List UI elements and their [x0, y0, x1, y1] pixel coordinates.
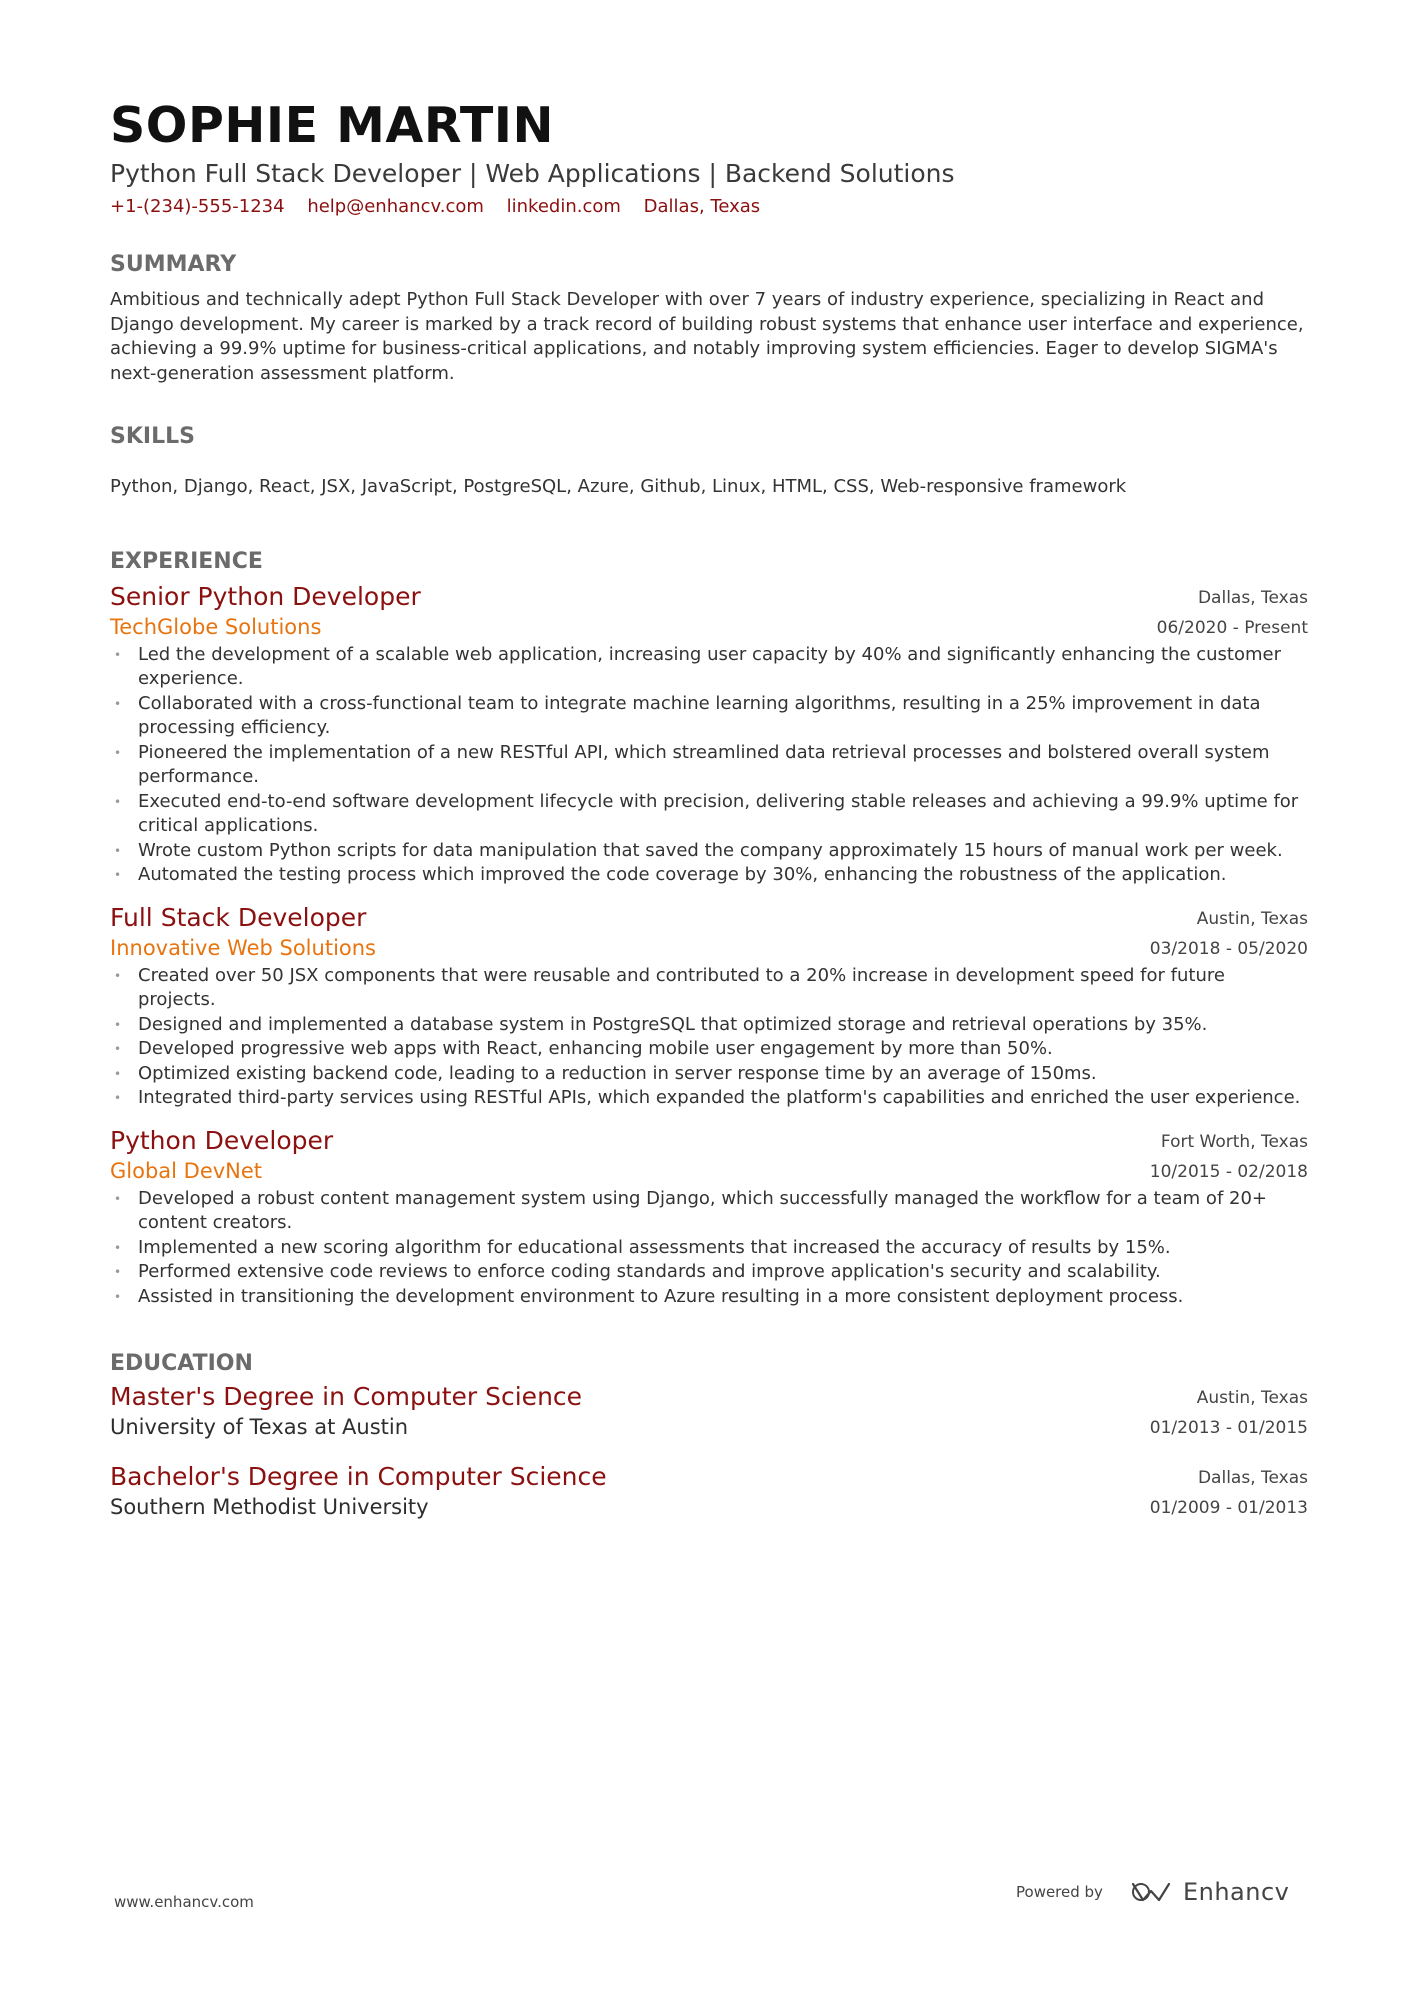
- contact-phone[interactable]: +1-(234)-555-1234: [110, 196, 285, 217]
- resume-header: [110, 96, 1308, 220]
- bullet-item: • Led the development of a scalable web application, increasing user capacity by 40% and significantly enhancing the customer experience.: [110, 643, 1308, 692]
- section-title-skills: SKILLS: [110, 424, 195, 449]
- job-dates: 03/2018 - 05/2020: [1149, 938, 1308, 959]
- bullet-item: • Optimized existing backend code, leading to a reduction in server response time by an average of 150ms.: [110, 1062, 1308, 1087]
- bullet-item: • Implemented a new scoring algorithm for educational assessments that increased the accuracy of results by 15%.: [110, 1236, 1308, 1261]
- contact-info: [110, 194, 1308, 220]
- job-bullets: [110, 964, 1308, 1111]
- experience-entry-header: [110, 1125, 1308, 1185]
- bullet-item: • Collaborated with a cross-functional team to integrate machine learning algorithms, resulting in a 25% improvement in data processing efficiency.: [110, 692, 1308, 741]
- section-title-experience: EXPERIENCE: [110, 548, 263, 574]
- job-title: Full Stack Developer: [110, 902, 367, 932]
- education-meta: [1150, 1463, 1308, 1523]
- job-title: Senior Python Developer: [110, 581, 421, 611]
- bullet-item: • Created over 50 JSX components that were reusable and contributed to a 20% increase in development speed for future projects.: [110, 964, 1308, 1013]
- company-name: Innovative Web Solutions: [110, 935, 376, 960]
- experience-entry-header: [110, 581, 1308, 641]
- company-name: Global DevNet: [110, 1158, 263, 1183]
- job-meta: [1157, 583, 1308, 643]
- section-title-education: EDUCATION: [110, 1351, 253, 1376]
- resume-content: [110, 96, 1308, 1521]
- education-location: Austin, Texas: [1196, 1388, 1308, 1408]
- bullet-item: • Pioneered the implementation of a new RESTful API, which streamlined data retrieval processes and bolstered overall system performance.: [110, 741, 1308, 790]
- summary-text: Ambitious and technically adept Python Full Stack Developer with over 7 years of industry experience, specializing in React and Django development. My career is marked by a track record of building robust systems that enhance user interface and experience, achieving a 99.9% uptime for business-critical applications, and notably improving system efficiencies. Eager to develop SIGMA's next-generation assessment platform.: [110, 289, 1304, 384]
- experience-section: [110, 547, 1308, 1310]
- degree-title: Master's Degree in Computer Science: [110, 1382, 583, 1411]
- job-location: Dallas, Texas: [1197, 587, 1308, 608]
- job-dates: 10/2015 - 02/2018: [1149, 1161, 1308, 1182]
- job-meta: [1150, 904, 1308, 964]
- education-section: [110, 1349, 1308, 1521]
- education-dates: 01/2009 - 01/2013: [1149, 1498, 1308, 1518]
- experience-entry-header: [110, 902, 1308, 962]
- bullet-item: • Executed end-to-end software development lifecycle with precision, delivering stable releases and achieving a 99.9% uptime for critical applications.: [110, 790, 1308, 839]
- job-bullets: [110, 643, 1308, 888]
- education-entry-header: [110, 1461, 1308, 1521]
- contact-email[interactable]: help@enhancv.com: [307, 196, 484, 217]
- brand-name[interactable]: Enhancv: [1182, 1878, 1290, 1906]
- bullet-item: • Developed a robust content management system using Django, which successfully managed the workflow for a team of 20+ content creators.: [110, 1187, 1308, 1236]
- job-meta: [1150, 1127, 1308, 1187]
- bullet-item: • Developed progressive web apps with React, enhancing mobile user engagement by more than 50%.: [110, 1037, 1308, 1062]
- enhancv-logo-icon: [1129, 1880, 1173, 1904]
- education-location: Dallas, Texas: [1197, 1468, 1308, 1488]
- education-entry: [110, 1461, 1308, 1521]
- contact-linkedin[interactable]: linkedin.com: [506, 196, 621, 217]
- experience-entry: [110, 902, 1308, 1111]
- skills-text: Python, Django, React, JSX, JavaScript, PostgreSQL, Azure, Github, Linux, HTML, CSS, Web-responsive framework: [110, 476, 1127, 497]
- job-location: Fort Worth, Texas: [1160, 1131, 1308, 1152]
- bullet-item: • Automated the testing process which improved the code coverage by 30%, enhancing the robustness of the application.: [110, 863, 1308, 888]
- contact-location: Dallas, Texas: [643, 196, 761, 217]
- degree-title: Bachelor's Degree in Computer Science: [110, 1462, 607, 1491]
- bullet-item: • Wrote custom Python scripts for data manipulation that saved the company approximately 15 hours of manual work per week.: [110, 839, 1308, 864]
- powered-by-label: Powered by: [1016, 1883, 1103, 1901]
- summary-section: [110, 250, 1308, 386]
- footer-website[interactable]: www.enhancv.com: [114, 1893, 254, 1911]
- education-entry: [110, 1381, 1308, 1441]
- education-entry-header: [110, 1381, 1308, 1441]
- bullet-item: • Integrated third-party services using RESTful APIs, which expanded the platform's capabilities and enriched the user experience.: [110, 1086, 1308, 1111]
- bullet-item: • Designed and implemented a database system in PostgreSQL that optimized storage and retrieval operations by 35%.: [110, 1013, 1308, 1038]
- education-dates: 01/2013 - 01/2015: [1149, 1418, 1308, 1438]
- job-dates: 06/2020 - Present: [1156, 617, 1308, 638]
- job-bullets: [110, 1187, 1308, 1310]
- experience-entry: [110, 1125, 1308, 1310]
- candidate-name: SOPHIE MARTIN: [110, 97, 555, 154]
- job-location: Austin, Texas: [1196, 908, 1308, 929]
- candidate-headline: Python Full Stack Developer | Web Applications | Backend Solutions: [110, 159, 955, 188]
- skills-section: [110, 422, 1308, 500]
- bullet-item: • Performed extensive code reviews to enforce coding standards and improve application's security and scalability.: [110, 1260, 1308, 1285]
- school-name: Southern Methodist University: [110, 1495, 429, 1519]
- section-title-summary: SUMMARY: [110, 252, 237, 277]
- experience-entry: [110, 581, 1308, 888]
- company-name: TechGlobe Solutions: [110, 614, 322, 639]
- job-title: Python Developer: [110, 1125, 334, 1155]
- footer-branding: [1016, 1878, 1289, 1906]
- school-name: University of Texas at Austin: [110, 1415, 409, 1439]
- bullet-item: • Assisted in transitioning the development environment to Azure resulting in a more consistent deployment process.: [110, 1285, 1308, 1310]
- education-meta: [1150, 1383, 1308, 1443]
